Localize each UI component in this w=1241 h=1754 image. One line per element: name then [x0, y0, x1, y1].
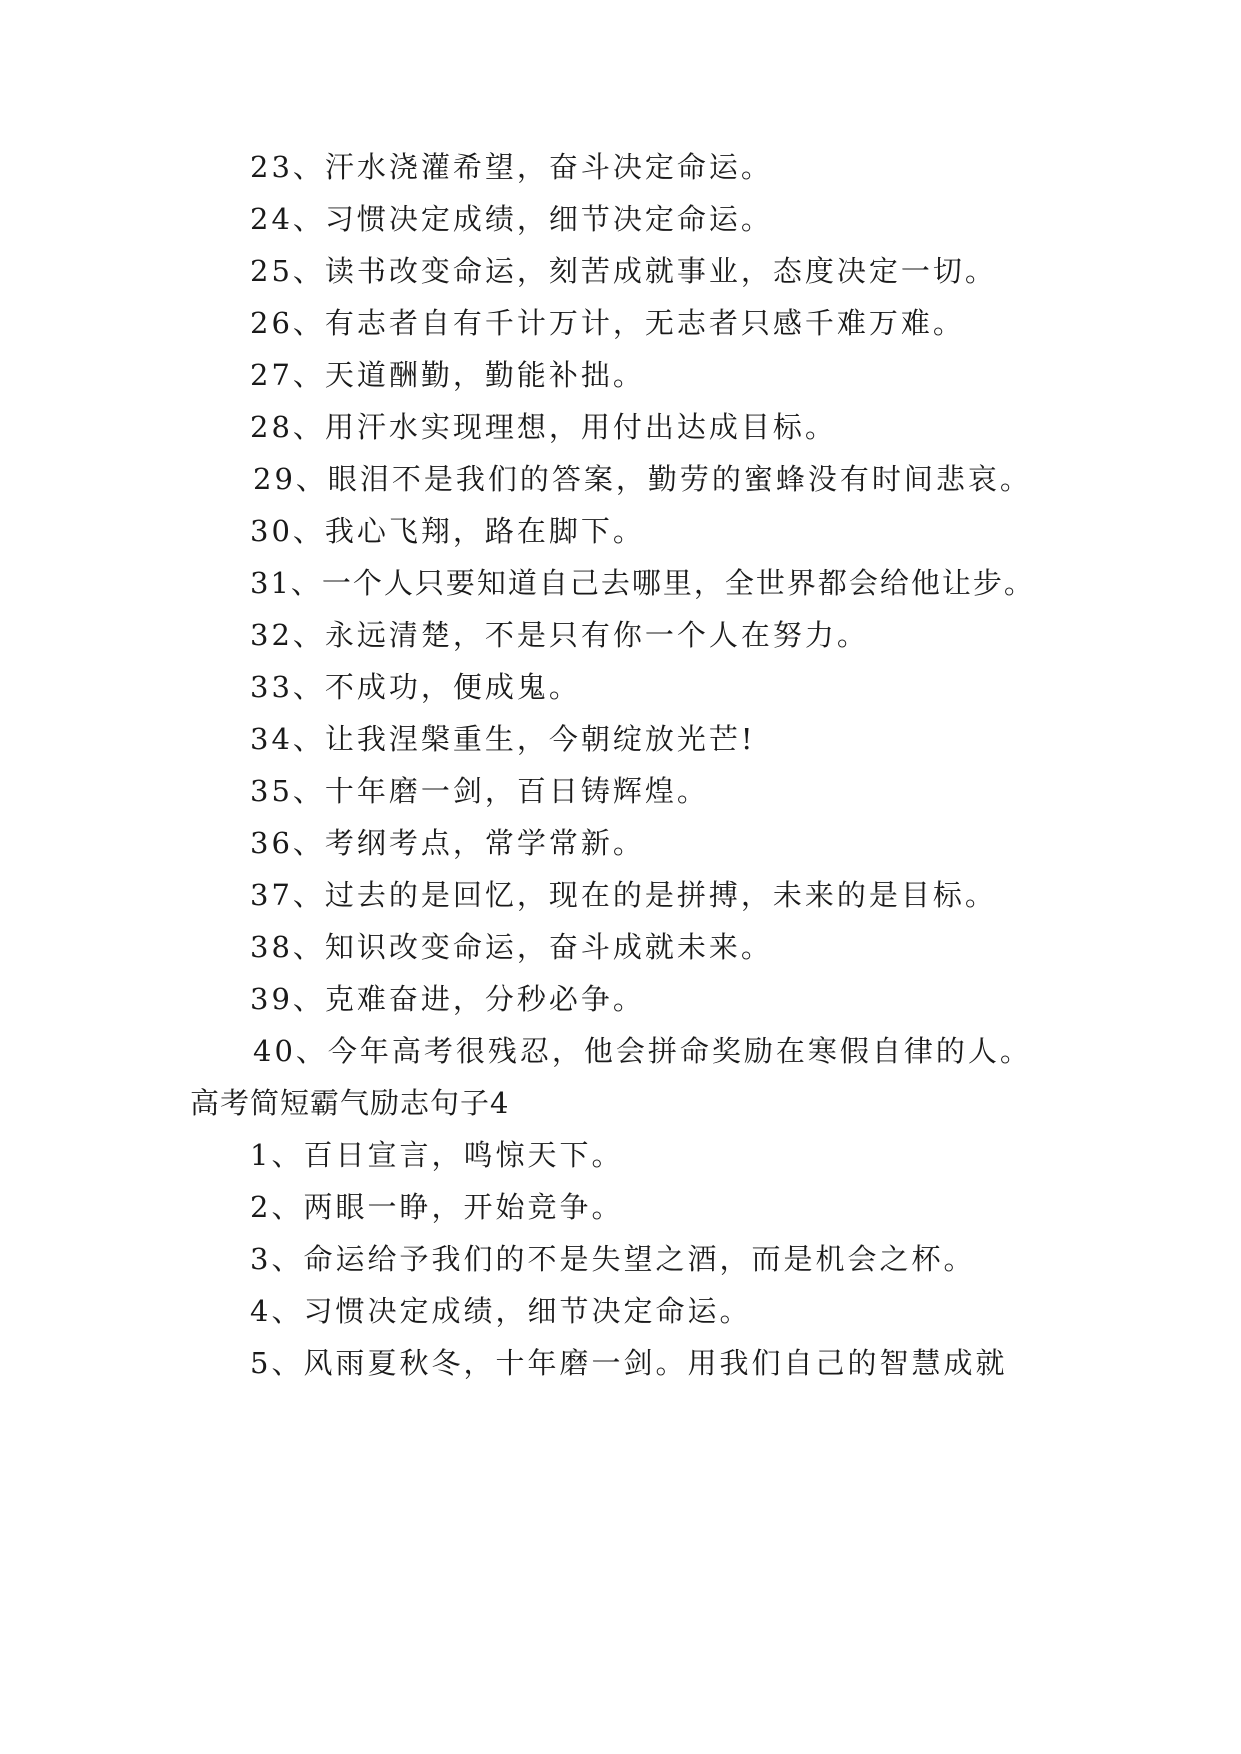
quote-line-30: 30、我心飞翔，路在脚下。	[250, 514, 645, 548]
quote-line-40: 40、今年高考很残忍，他会拼命奖励在寒假自律的人。	[253, 1034, 1032, 1068]
section-heading: 高考简短霸气励志句子4	[190, 1086, 510, 1120]
quote-line-3: 3、命运给予我们的不是失望之酒，而是机会之杯。	[250, 1242, 976, 1276]
quote-line-37: 37、过去的是回忆，现在的是拼搏，未来的是目标。	[250, 878, 997, 912]
quote-line-23: 23、汗水浇灌希望，奋斗决定命运。	[250, 150, 773, 184]
quote-line-32: 32、永远清楚，不是只有你一个人在努力。	[250, 618, 869, 652]
quote-line-39: 39、克难奋进，分秒必争。	[250, 982, 645, 1016]
quote-line-5: 5、风雨夏秋冬，十年磨一剑。用我们自己的智慧成就	[250, 1346, 1008, 1380]
quote-line-29: 29、眼泪不是我们的答案，勤劳的蜜蜂没有时间悲哀。	[253, 462, 1032, 496]
quote-line-36: 36、考纲考点，常学常新。	[250, 826, 645, 860]
quote-line-26: 26、有志者自有千计万计，无志者只感千难万难。	[250, 306, 965, 340]
quote-line-33: 33、不成功，便成鬼。	[250, 670, 581, 704]
quote-line-28: 28、用汗水实现理想，用付出达成目标。	[250, 410, 837, 444]
quote-line-34: 34、让我涅槃重生，今朝绽放光芒!	[250, 722, 756, 756]
quote-line-24: 24、习惯决定成绩，细节决定命运。	[250, 202, 773, 236]
quote-line-1: 1、百日宣言，鸣惊天下。	[250, 1138, 624, 1172]
quote-line-2: 2、两眼一睁，开始竞争。	[250, 1190, 624, 1224]
quote-line-27: 27、天道酬勤，勤能补拙。	[250, 358, 645, 392]
quote-line-38: 38、知识改变命运，奋斗成就未来。	[250, 930, 773, 964]
quote-line-35: 35、十年磨一剑，百日铸辉煌。	[250, 774, 709, 808]
quote-line-25: 25、读书改变命运，刻苦成就事业，态度决定一切。	[250, 254, 997, 288]
quote-line-31: 31、一个人只要知道自己去哪里，全世界都会给他让步。	[250, 566, 1035, 600]
quote-line-4: 4、习惯决定成绩，细节决定命运。	[250, 1294, 752, 1328]
